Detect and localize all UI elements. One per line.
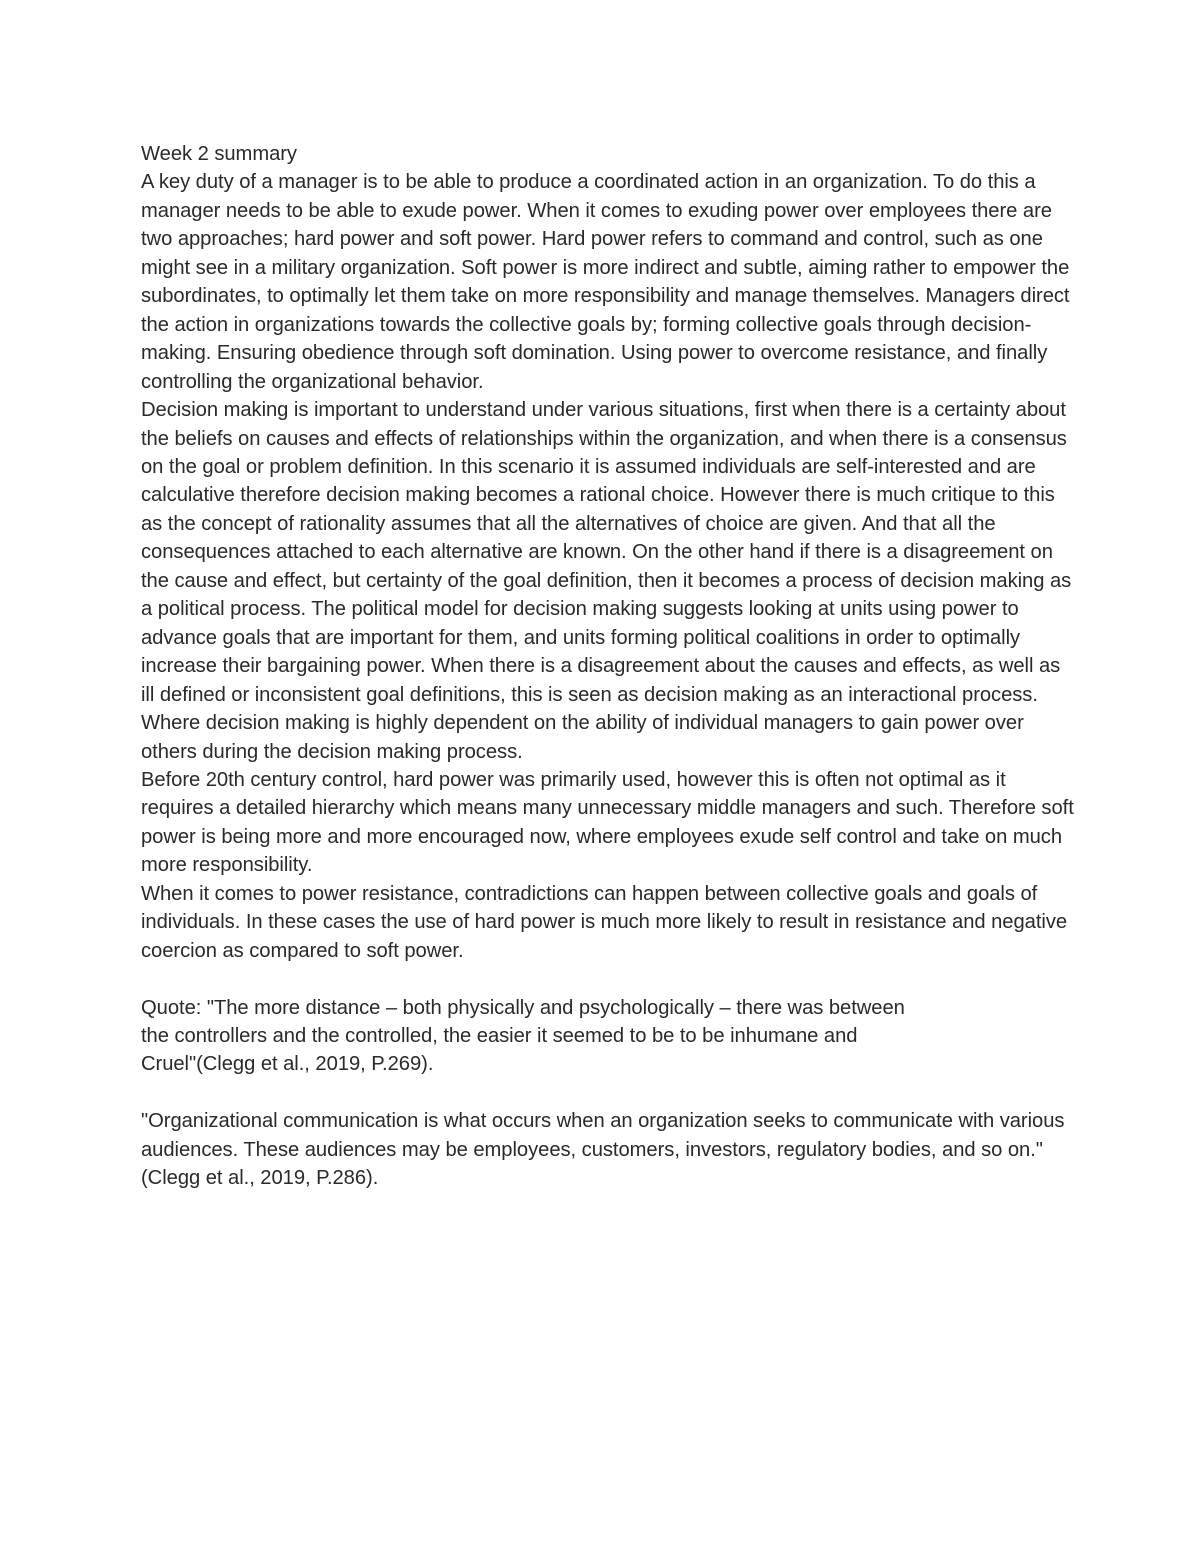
- blank-line: [141, 965, 1076, 993]
- document-title: Week 2 summary: [141, 143, 297, 165]
- paragraph-decision-making: Decision making is important to understand under various situations, first when there is a certainty about the beliefs on causes and effects of relationships within the organization, and when there is a consensus on the goal or problem definition. In this scenario it is assumed individuals are self-interested and are calculative therefore decision making becomes a rational choice. However there is much critique to this as the concept of rationality assumes that all the alternatives of choice are given. And that all the consequences attached to each alternative are known. On the other hand if there is a disagreement on the cause and effect, but certainty of the goal definition, then it becomes a process of decision making as a political process. The political model for decision making suggests looking at units using power to advance goals that are important for them, and units forming political coalitions in order to optimally increase their bargaining power. When there is a disagreement about the causes and effects, as well as ill defined or inconsistent goal definitions, this is seen as decision making as an interactional process. Where decision making is highly dependent on the ability of individual managers to gain power over others during the decision making process.: [141, 399, 1072, 763]
- quote-line: Quote: "The more distance – both physically and psychologically – there was between: [141, 996, 905, 1019]
- quote-line: the controllers and the controlled, the easier it seemed to be to be inhumane and: [141, 1025, 858, 1048]
- blank-line: [141, 1079, 1076, 1107]
- quote-block-2: "Organizational communication is what occurs when an organization seeks to communicate with various audiences. These audiences may be employees, customers, investors, regulatory bodies, and so on."(Clegg et al., 2019, P.286).: [141, 1110, 1065, 1190]
- paragraph-hard-soft-power: Before 20th century control, hard power was primarily used, however this is often not optimal as it requires a detailed hierarchy which means many unnecessary middle managers and such. Therefore soft power is being more and more encouraged now, where employees exude self control and take on much more responsibility.: [141, 768, 1074, 877]
- document-body: [141, 140, 1076, 1193]
- paragraph-power-resistance: When it comes to power resistance, contradictions can happen between collective goals and goals of individuals. In these cases the use of hard power is much more likely to result in resistance and negative coercion as compared to soft power.: [141, 882, 1068, 962]
- quote-block-1: [141, 994, 1076, 1079]
- quote-line: Cruel"(Clegg et al., 2019, P.269).: [141, 1053, 434, 1076]
- paragraph-manager-duty: A key duty of a manager is to be able to produce a coordinated action in an organization. To do this a manager needs to be able to exude power. When it comes to exuding power over employees there are two approaches; hard power and soft power. Hard power refers to command and control, such as one might see in a military organization. Soft power is more indirect and subtle, aiming rather to empower the subordinates, to optimally let them take on more responsibility and manage themselves. Managers direct the action in organizations towards the collective goals by; forming collective goals through decision-making. Ensuring obedience through soft domination. Using power to overcome resistance, and finally controlling the organizational behavior.: [141, 171, 1070, 393]
